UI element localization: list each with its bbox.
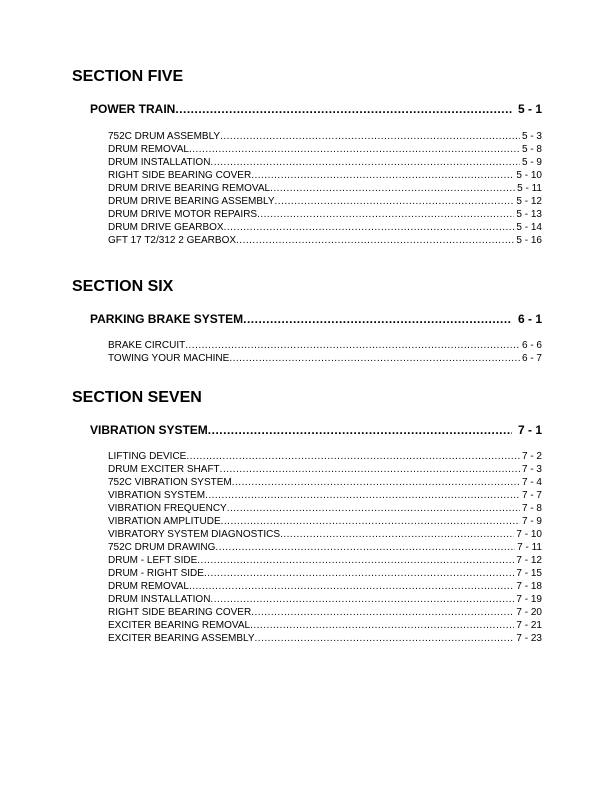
toc-entry[interactable] (108, 580, 542, 593)
toc-entry[interactable] (108, 528, 542, 541)
entry-page-number: 7 - 19 (516, 594, 542, 605)
entry-label: DRUM INSTALLATION (108, 157, 211, 168)
entry-label: DRUM DRIVE BEARING ASSEMBLY (108, 196, 275, 207)
toc-entry[interactable] (108, 339, 542, 352)
entry-label: DRUM - LEFT SIDE (108, 555, 198, 566)
toc-entry[interactable] (108, 143, 542, 156)
toc-entry[interactable] (108, 502, 542, 515)
toc-entry[interactable] (108, 130, 542, 143)
entry-label: DRUM REMOVAL (108, 144, 189, 155)
toc-entry[interactable] (108, 156, 542, 169)
dot-leader (205, 489, 520, 502)
chapter-page-number: 7 - 1 (517, 423, 542, 437)
entry-page-number: 7 - 23 (516, 633, 542, 644)
entry-label: GFT 17 T2/312 2 GEARBOX (108, 235, 237, 246)
dot-leader (255, 632, 515, 645)
toc-entry[interactable] (108, 567, 542, 580)
dot-leader (270, 182, 515, 195)
entry-label: RIGHT SIDE BEARING COVER (108, 170, 252, 181)
entry-page-number: 5 - 13 (516, 209, 542, 220)
entry-page-number: 7 - 3 (521, 464, 542, 475)
entry-page-number: 7 - 20 (516, 607, 542, 618)
dot-leader (251, 169, 514, 182)
dot-leader (251, 606, 514, 619)
entry-page-number: 5 - 10 (516, 170, 542, 181)
dot-leader (189, 580, 514, 593)
entry-page-number: 5 - 9 (521, 157, 542, 168)
entry-page-number: 7 - 21 (516, 620, 542, 631)
entry-label: DRUM - RIGHT SIDE (108, 568, 204, 579)
chapter-label: POWER TRAIN (90, 102, 176, 116)
chapter-label: VIBRATION SYSTEM (90, 423, 208, 437)
toc-entry[interactable] (108, 489, 542, 502)
entry-page-number: 7 - 9 (521, 516, 542, 527)
entry-label: DRUM EXCITER SHAFT (108, 464, 220, 475)
toc-entry[interactable] (108, 221, 542, 234)
chapter-entry[interactable] (90, 102, 542, 116)
dot-leader (236, 234, 514, 247)
entry-label: DRUM DRIVE GEARBOX (108, 222, 224, 233)
toc-entry[interactable] (108, 554, 542, 567)
dot-leader (204, 567, 514, 580)
entry-label: LIFTING DEVICE (108, 451, 187, 462)
entry-label: 752C DRUM ASSEMBLY (108, 131, 221, 142)
entry-page-number: 7 - 11 (517, 542, 542, 553)
section-title: SECTION FIVE (72, 68, 184, 85)
toc-entry[interactable] (108, 234, 542, 247)
toc-entry[interactable] (108, 182, 542, 195)
dot-leader (186, 450, 520, 463)
dot-leader (210, 593, 514, 606)
dot-leader (197, 554, 514, 567)
toc-entry[interactable] (108, 450, 542, 463)
dot-leader (280, 528, 514, 541)
entry-label: RIGHT SIDE BEARING COVER (108, 607, 252, 618)
entry-label: VIBRATORY SYSTEM DIAGNOSTICS (108, 529, 281, 540)
entry-label: VIBRATION FREQUENCY (108, 503, 227, 514)
entry-label: DRUM INSTALLATION (108, 594, 211, 605)
toc-entry[interactable] (108, 208, 542, 221)
dot-leader (243, 312, 512, 326)
entry-page-number: 5 - 14 (516, 222, 542, 233)
entry-label: TOWING YOUR MACHINE (108, 353, 230, 364)
section-title: SECTION SIX (72, 278, 174, 295)
entry-page-number: 5 - 11 (517, 183, 542, 194)
dot-leader (227, 502, 520, 515)
dot-leader (185, 339, 520, 352)
dot-leader (220, 130, 520, 143)
entry-page-number: 7 - 12 (516, 555, 542, 566)
chapter-label: PARKING BRAKE SYSTEM (90, 312, 244, 326)
entry-page-number: 6 - 6 (521, 340, 542, 351)
chapter-page-number: 6 - 1 (517, 312, 542, 326)
entry-label: VIBRATION AMPLITUDE (108, 516, 221, 527)
entry-label: VIBRATION SYSTEM (108, 490, 206, 501)
toc-entry[interactable] (108, 619, 542, 632)
entry-page-number: 7 - 8 (521, 503, 542, 514)
toc-entry[interactable] (108, 476, 542, 489)
toc-entry[interactable] (108, 541, 542, 554)
entry-label: 752C VIBRATION SYSTEM (108, 477, 232, 488)
entry-page-number: 5 - 16 (516, 235, 542, 246)
dot-leader (208, 423, 512, 437)
chapter-page-number: 5 - 1 (517, 102, 542, 116)
dot-leader (229, 352, 520, 365)
chapter-entry[interactable] (90, 312, 542, 326)
toc-entry[interactable] (108, 606, 542, 619)
toc-entry[interactable] (108, 515, 542, 528)
entry-page-number: 7 - 2 (521, 451, 542, 462)
entry-page-number: 7 - 18 (516, 581, 542, 592)
entry-label: DRUM DRIVE MOTOR REPAIRS (108, 209, 258, 220)
dot-leader (221, 515, 520, 528)
entry-label: EXCITER BEARING REMOVAL (108, 620, 251, 631)
toc-entry[interactable] (108, 195, 542, 208)
entry-page-number: 5 - 3 (521, 131, 542, 142)
dot-leader (232, 476, 520, 489)
entry-label: BRAKE CIRCUIT (108, 340, 186, 351)
entry-label: EXCITER BEARING ASSEMBLY (108, 633, 255, 644)
entry-page-number: 7 - 4 (521, 477, 542, 488)
dot-leader (215, 541, 515, 554)
entry-page-number: 6 - 7 (521, 353, 542, 364)
dot-leader (175, 102, 512, 116)
dot-leader (210, 156, 520, 169)
section-title: SECTION SEVEN (72, 389, 202, 406)
dot-leader (189, 143, 520, 156)
toc-entry[interactable] (108, 632, 542, 645)
entry-label: DRUM REMOVAL (108, 581, 189, 592)
toc-entry[interactable] (108, 463, 542, 476)
toc-entry[interactable] (108, 169, 542, 182)
entry-page-number: 7 - 15 (516, 568, 542, 579)
entry-page-number: 7 - 10 (516, 529, 542, 540)
entry-page-number: 7 - 7 (521, 490, 542, 501)
entry-label: 752C DRUM DRAWING (108, 542, 216, 553)
dot-leader (220, 463, 520, 476)
dot-leader (275, 195, 515, 208)
entry-page-number: 5 - 12 (516, 196, 542, 207)
entry-page-number: 5 - 8 (521, 144, 542, 155)
toc-entry[interactable] (108, 352, 542, 365)
chapter-entry[interactable] (90, 423, 542, 437)
entry-label: DRUM DRIVE BEARING REMOVAL (108, 183, 271, 194)
dot-leader (257, 208, 514, 221)
dot-leader (224, 221, 515, 234)
dot-leader (250, 619, 514, 632)
toc-entry[interactable] (108, 593, 542, 606)
